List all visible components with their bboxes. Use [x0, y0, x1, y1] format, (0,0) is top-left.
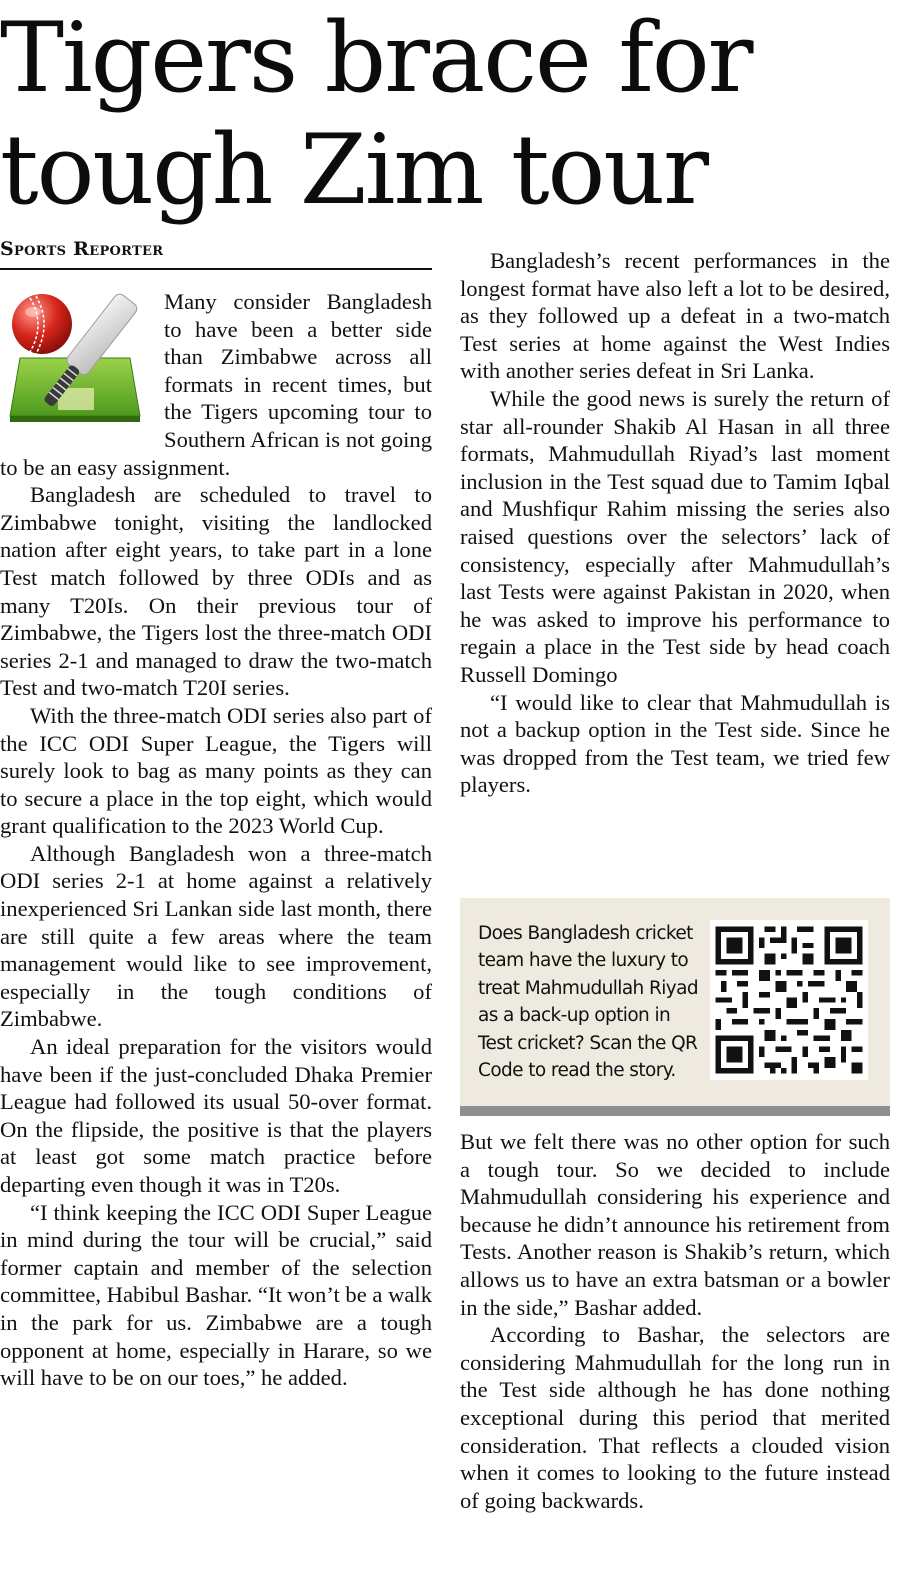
- promo-text: Does Bangladesh cricket team have the luxury to treat Mahmudullah Riyad as a back-up option in Test cricket? Scan the QR Code to read the story.: [478, 923, 698, 1082]
- qr-code-icon[interactable]: [710, 920, 868, 1080]
- paragraph: With the three-match ODI series also part of the ICC ODI Super League, the Tigers will surely look to bag as many points as they can to secure a place in the top eight, which would grant qualification to the 2023 World Cup.: [0, 702, 432, 839]
- left-column: [0, 288, 432, 1392]
- paragraph: Although Bangladesh won a three-match ODI series 2-1 at home against a relatively inexperienced Sri Lankan side last month, there are still quite a few areas where the team management would like to see improvement, especially in the tough conditions of Zimbabwe.: [0, 840, 432, 1032]
- cricket-ball-bat-icon: [0, 288, 150, 428]
- paragraph: “I think keeping the ICC ODI Super League in mind during the tour will be crucial,” said former captain and member of the selection committee, Habibul Bashar. “It won’t be a walk in the park for us. Zimbabwe are a tough opponent at home, especially in Harare, so we will have to be on our toes,” he added.: [0, 1199, 432, 1391]
- paragraph: But we felt there was no other option for such a tough tour. So we decided to include Mahmudullah considering his experience and because he didn’t announce his retirement from Tests. Another reason is Shakib’s return, which allows us to have an extra batsman or a bowler in the side,” Bashar added.: [460, 1129, 890, 1320]
- paragraph: Bangladesh’s recent performances in the longest format have also left a lot to be desired, as they followed up a defeat in a two-match Test series at home against the West Indies with another series defeat in Sri Lanka.: [460, 248, 890, 384]
- right-column-bottom: [460, 1128, 890, 1514]
- paragraph: Bangladesh are scheduled to travel to Zimbabwe tonight, visiting the landlocked nation after eight years, to take part in a lone Test match followed by three ODIs and as many T20Is. On their previous tour of Zimbabwe, the Tigers lost the three-match ODI series 2-1 and managed to draw the two-match Test and two-match T20I series.: [0, 482, 432, 701]
- headline-line-2: tough Zim tour: [0, 114, 708, 226]
- paragraph: “I would like to clear that Mahmudullah is not a backup option in the Test side. Since he was dropped from the Test team, we tried few players.: [460, 689, 890, 798]
- paragraph: An ideal preparation for the visitors would have been if the just-concluded Dhaka Premier League had followed its usual 50-over format. On the flipside, the positive is that the players at least got some match practice before departing even though it was in T20s.: [0, 1034, 432, 1197]
- qr-promo-box: [460, 898, 890, 1116]
- headline: [0, 2, 897, 226]
- paragraph: According to Bashar, the selectors are considering Mahmudullah for the long run in the Test side although he has done nothing exceptional during this period that merited consideration. That reflects a clouded vision when it comes to looking to the future instead of going backwards.: [460, 1322, 890, 1513]
- right-column-top: [460, 247, 890, 799]
- byline: Sports Reporter: [0, 238, 432, 270]
- paragraph: Many consider Bangladesh to have been a better side than Zimbabwe across all formats in recent times, but the Tigers upcoming tour to Southern African is not going to be an easy assignment.: [0, 289, 432, 480]
- paragraph: While the good news is surely the return of star all-rounder Shakib Al Hasan in all three formats, Mahmudullah Riyad’s last moment inclusion in the Test squad due to Tamim Iqbal and Mushfiqur Rahim missing the series also raised questions over the selectors’ lack of consistency, especially after Mahmudullah’s last Tests were against Pakistan in 2020, when he was asked to improve his performance to regain a place in the Test side by head coach Russell Domingo: [460, 385, 890, 687]
- headline-line-1: Tigers brace for: [0, 2, 752, 114]
